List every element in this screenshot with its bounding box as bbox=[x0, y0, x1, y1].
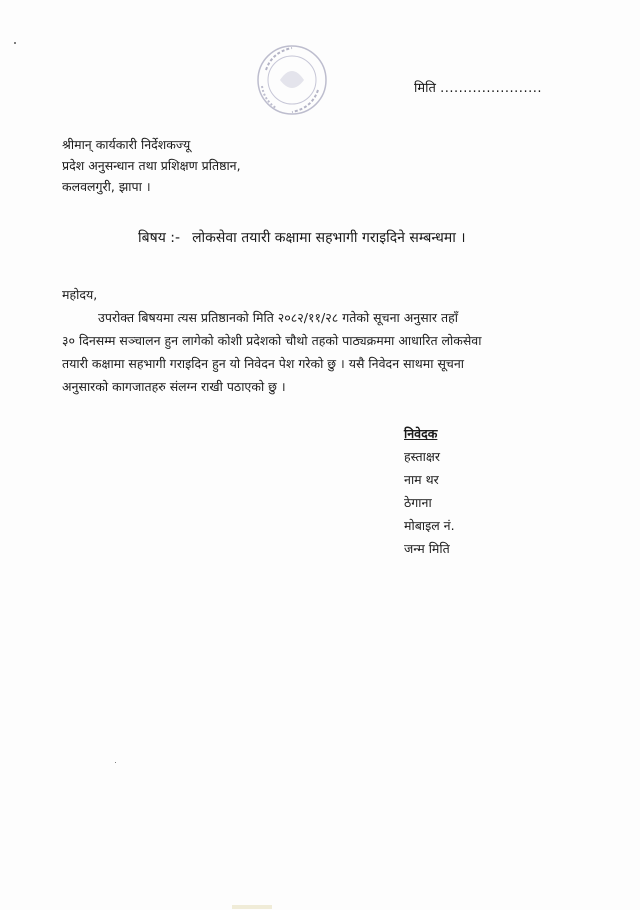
body-line: ३० दिनसम्म सञ्चालन हुन लागेको कोशी प्रदेशको चौथो तहको पाठ्यक्रममा आधारित लोकसेवा bbox=[62, 333, 482, 348]
letter-body bbox=[62, 306, 542, 398]
body-line: तयारी कक्षामा सहभागी गराइदिन हुन यो निवेदन पेश गरेको छु । यसै निवेदन साथमा सूचना bbox=[62, 356, 465, 371]
subject-label: बिषय :- bbox=[138, 230, 181, 246]
office-seal-stamp bbox=[252, 40, 332, 120]
scan-edge-mark bbox=[232, 905, 272, 909]
signature-block bbox=[404, 422, 455, 560]
date-line bbox=[414, 78, 542, 96]
scan-speck bbox=[115, 762, 116, 763]
address-line-location: कलवलगुरी, झापा । bbox=[62, 179, 151, 194]
body-line: अनुसारको कागजातहरु संलग्न राखी पठाएको छु । bbox=[62, 379, 286, 394]
scan-speck bbox=[14, 42, 16, 44]
body-line: उपरोक्त बिषयमा त्यस प्रतिष्ठानको मिति २०८२/११/२८ गतेको सूचना अनुसार तहाँ bbox=[98, 310, 458, 325]
salutation: महोदय, bbox=[62, 287, 98, 302]
address-line-recipient: श्रीमान् कार्यकारी निर्देशकज्यू bbox=[62, 137, 191, 152]
birth-date-field: जन्म मिति bbox=[404, 541, 450, 556]
address-line-organization: प्रदेश अनुसन्धान तथा प्रशिक्षण प्रतिष्ठान, bbox=[62, 158, 241, 173]
address-field: ठेगाना bbox=[404, 495, 432, 510]
date-blank: ...................... bbox=[440, 81, 542, 96]
subject-text: लोकसेवा तयारी कक्षामा सहभागी गराइदिने सम्बन्धमा । bbox=[192, 230, 466, 246]
name-field: नाम थर bbox=[404, 472, 439, 487]
subject-line bbox=[138, 228, 466, 247]
signature-field: हस्ताक्षर bbox=[404, 449, 440, 464]
recipient-address bbox=[62, 134, 241, 197]
signature-heading: निवेदक bbox=[404, 426, 438, 441]
mobile-field: मोबाइल नं. bbox=[404, 518, 455, 533]
date-label: मिति bbox=[414, 81, 436, 96]
